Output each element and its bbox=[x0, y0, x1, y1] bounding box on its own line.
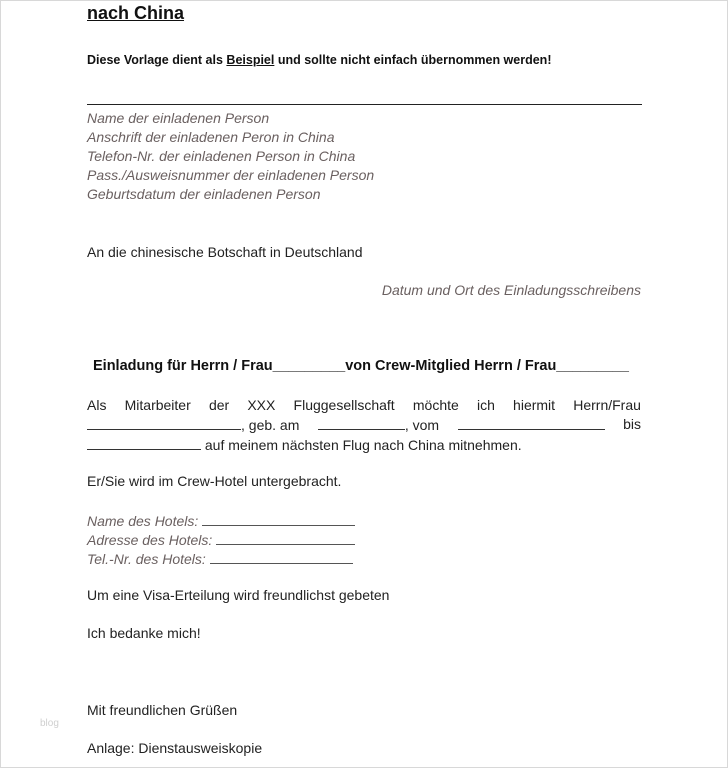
template-disclaimer bbox=[87, 53, 551, 67]
body-word: Als bbox=[87, 397, 107, 413]
body-line-2-left bbox=[87, 415, 299, 435]
body-word: Herrn/Frau bbox=[573, 397, 641, 413]
body-word: möchte bbox=[412, 397, 459, 413]
inviter-address-field: Anschrift der einladenen Peron in China bbox=[87, 129, 335, 145]
body-word: ich bbox=[476, 397, 495, 413]
header-divider bbox=[87, 104, 642, 105]
from-date-blank bbox=[458, 415, 605, 430]
body-word: der bbox=[208, 397, 230, 413]
letter-body bbox=[87, 396, 641, 455]
body-line-1 bbox=[87, 396, 641, 415]
body-line-2 bbox=[87, 415, 641, 435]
letter-heading: Einladung für Herrn / Frau_________von Crew-Mitglied Herrn / Frau_________ bbox=[93, 358, 629, 374]
hotel-phone-label: Tel.-Nr. des Hotels: bbox=[87, 551, 206, 567]
hotel-address-blank bbox=[216, 530, 355, 545]
thanks-line: Ich bedanke mich! bbox=[87, 625, 201, 641]
hotel-address-row bbox=[87, 530, 355, 548]
hotel-phone-row bbox=[87, 549, 353, 567]
attachment-note: Anlage: Dienstausweiskopie bbox=[87, 740, 263, 756]
hotel-name-row bbox=[87, 511, 355, 529]
hotel-name-blank bbox=[202, 511, 355, 526]
document-title: nach China bbox=[87, 3, 185, 23]
disclaimer-text-before: Diese Vorlage dient als bbox=[87, 53, 223, 67]
inviter-passport-field: Pass./Ausweisnummer der einladenen Person bbox=[87, 167, 375, 183]
to-date-label: bis bbox=[623, 416, 641, 432]
disclaimer-underlined-word: Beispiel bbox=[226, 53, 275, 67]
recipient-address: An die chinesische Botschaft in Deutschland bbox=[87, 244, 363, 260]
hotel-address-label: Adresse des Hotels: bbox=[87, 532, 213, 548]
birthdate-blank bbox=[318, 415, 405, 430]
visa-request: Um eine Visa-Erteilung wird freundlichst gebeten bbox=[87, 587, 390, 603]
hotel-name-label: Name des Hotels: bbox=[87, 513, 199, 529]
body-line-2-mid bbox=[318, 415, 439, 435]
disclaimer-text-after: und sollte nicht einfach übernommen werden! bbox=[277, 53, 552, 67]
watermark: blog bbox=[40, 718, 59, 729]
body-word: XXX bbox=[247, 397, 276, 413]
inviter-birthdate-field: Geburtsdatum der einladenen Person bbox=[87, 186, 321, 202]
body-word: Mitarbeiter bbox=[124, 397, 191, 413]
body-line-3 bbox=[87, 435, 641, 455]
guest-name-blank bbox=[87, 415, 241, 430]
hotel-phone-blank bbox=[210, 549, 353, 564]
hotel-sentence: Er/Sie wird im Crew-Hotel untergebracht. bbox=[87, 473, 342, 489]
to-date-blank bbox=[87, 435, 201, 450]
body-word: hiermit bbox=[513, 397, 556, 413]
birthdate-label: , geb. am bbox=[241, 417, 300, 433]
inviter-phone-field: Telefon-Nr. der einladenen Person in China bbox=[87, 148, 356, 164]
from-date-label: , vom bbox=[404, 417, 440, 433]
body-word: Fluggesellschaft bbox=[293, 397, 395, 413]
body-line-3-text: auf meinem nächsten Flug nach China mitnehmen. bbox=[204, 437, 522, 453]
date-place-field: Datum und Ort des Einladungsschreibens bbox=[381, 282, 641, 298]
inviter-name-field: Name der einladenen Person bbox=[87, 110, 270, 126]
closing-greeting: Mit freundlichen Grüßen bbox=[87, 702, 238, 718]
